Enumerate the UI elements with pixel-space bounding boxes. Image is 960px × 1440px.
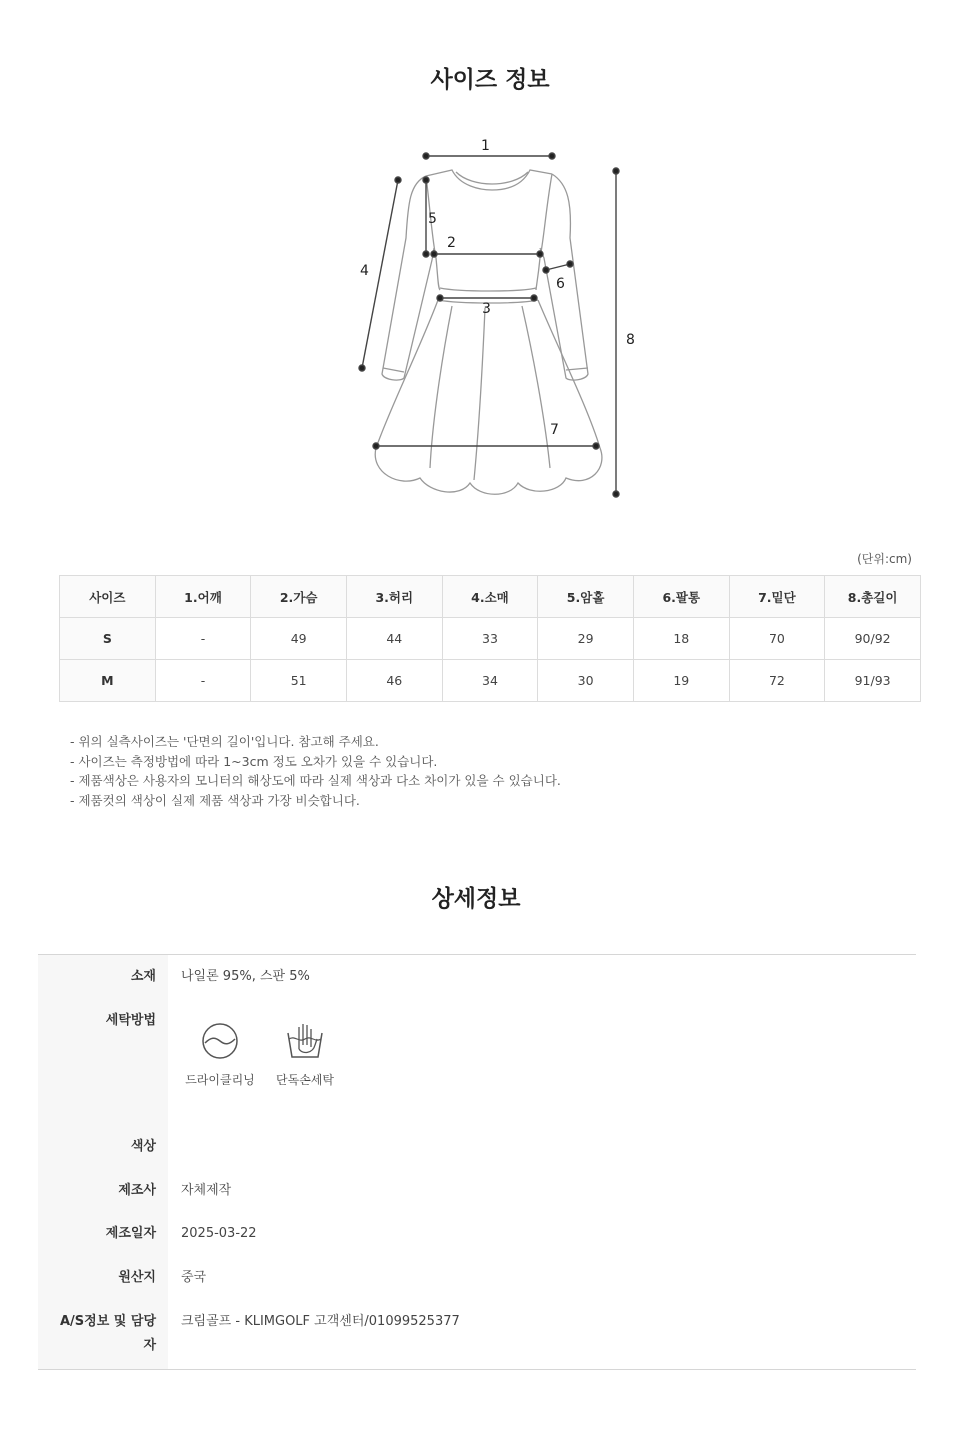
detail-info-title: 상세정보 [431, 886, 521, 912]
table-cell: 34 [442, 660, 538, 702]
table-cell: 90/92 [825, 618, 921, 660]
label-7-hem: 7 [550, 422, 559, 438]
table-cell: S [60, 618, 156, 660]
hand-wash-icon [285, 1021, 325, 1061]
table-cell: 70 [729, 618, 825, 660]
table-cell: - [155, 618, 251, 660]
manufacture-date-value: 2025-03-22 [181, 1226, 257, 1241]
dress-measurement-diagram [340, 128, 650, 508]
label-5-armhole: 5 [428, 211, 437, 227]
table-header-row [60, 576, 921, 618]
size-table [59, 575, 921, 702]
manufacturer-label: 제조사 [118, 1183, 156, 1198]
wash-item-label: 단독손세탁 [276, 1073, 334, 1087]
note-line: - 위의 실측사이즈는 '단면의 길이'입니다. 참고해 주세요. [70, 734, 379, 749]
manufacturer-value: 자체제작 [181, 1183, 232, 1198]
table-cell: 33 [442, 618, 538, 660]
table-cell: 46 [346, 660, 442, 702]
table-cell: - [155, 660, 251, 702]
material-value: 나일론 95%, 스판 5% [181, 969, 310, 984]
table-cell: 29 [538, 618, 634, 660]
table-row [60, 660, 921, 702]
table-cell: 91/93 [825, 660, 921, 702]
col-size: 사이즈 [60, 576, 156, 618]
unit-note: (단위:cm) [857, 552, 912, 566]
table-cell: 19 [633, 660, 729, 702]
label-4-sleeve: 4 [360, 263, 369, 279]
table-cell: 51 [251, 660, 347, 702]
note-line: - 제품컷의 색상이 실제 제품 색상과 가장 비슷합니다. [70, 792, 360, 808]
size-info-title: 사이즈 정보 [430, 67, 550, 93]
label-1-shoulder: 1 [481, 138, 490, 154]
label-6-sleeve-width: 6 [556, 276, 565, 292]
manufacture-date-label: 제조일자 [105, 1226, 156, 1241]
size-notes [70, 732, 561, 810]
label-3-waist: 3 [482, 301, 491, 317]
as-info-value: 크림골프 - KLIMGOLF 고객센터/01099525377 [181, 1314, 460, 1329]
col-sleeve: 4.소매 [442, 576, 538, 618]
wash-item-hand-wash [270, 1021, 340, 1088]
origin-value: 중국 [181, 1270, 207, 1285]
table-cell: 72 [729, 660, 825, 702]
wash-item-dry-cleaning [183, 1021, 257, 1088]
table-cell: 49 [251, 618, 347, 660]
col-armhole: 5.암홀 [538, 576, 634, 618]
col-hem: 7.밑단 [729, 576, 825, 618]
material-label: 소재 [130, 969, 156, 984]
table-row [60, 618, 921, 660]
table-cell: M [60, 660, 156, 702]
note-line: - 제품색상은 사용자의 모니터의 해상도에 따라 실제 색상과 다소 차이가 있을 수 있습니다. [70, 773, 561, 788]
table-cell: 44 [346, 618, 442, 660]
col-shoulder: 1.어깨 [155, 576, 251, 618]
dry-cleaning-icon [200, 1021, 240, 1061]
wash-item-label: 드라이클리닝 [185, 1073, 255, 1087]
wash-method-label: 세탁방법 [105, 1013, 156, 1028]
note-line: - 사이즈는 측정방법에 따라 1~3cm 정도 오차가 있을 수 있습니다. [70, 753, 438, 769]
col-sleeve-width: 6.팔통 [633, 576, 729, 618]
as-info-label-line1: A/S정보 및 담당 [59, 1314, 156, 1329]
detail-info-table [38, 954, 916, 1370]
label-8-total-length: 8 [626, 332, 635, 348]
col-total-length: 8.총길이 [825, 576, 921, 618]
col-waist: 3.허리 [346, 576, 442, 618]
col-chest: 2.가슴 [251, 576, 347, 618]
origin-label: 원산지 [118, 1270, 156, 1285]
table-cell: 30 [538, 660, 634, 702]
color-label: 색상 [130, 1139, 156, 1154]
as-info-label [38, 1310, 156, 1358]
label-2-chest: 2 [447, 235, 456, 251]
table-cell: 18 [633, 618, 729, 660]
as-info-label-line2: 자 [143, 1338, 156, 1353]
